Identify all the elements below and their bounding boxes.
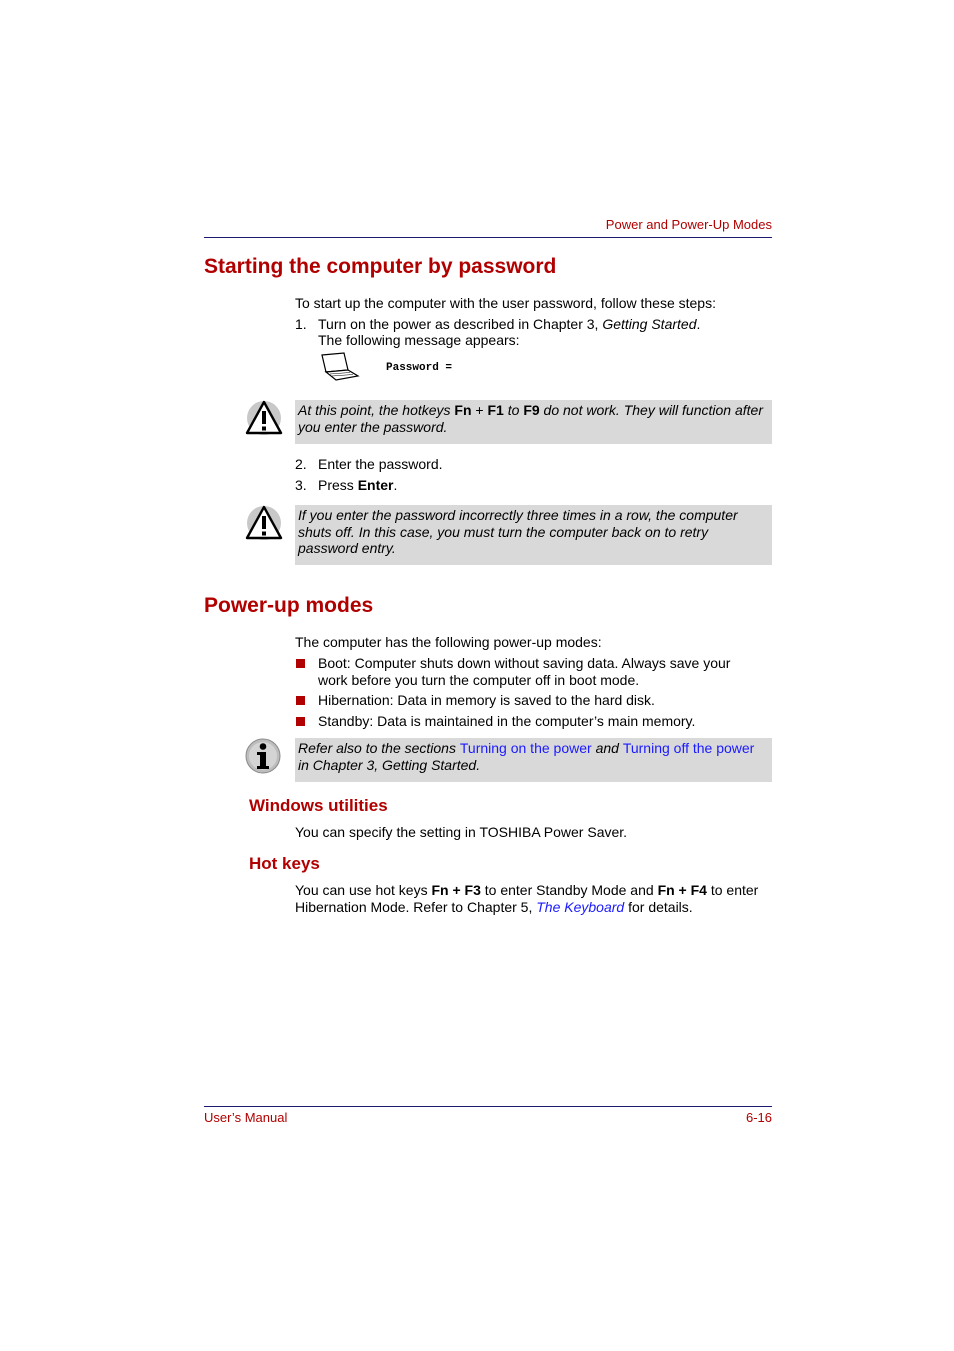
screen-message: Password =: [386, 362, 453, 374]
step-2-text: Enter the password.: [318, 456, 443, 472]
bullet-square-icon: [296, 717, 305, 726]
chapter-ref: Getting Started: [602, 316, 697, 332]
step-number: 3.: [295, 477, 307, 493]
key-fn-f4: Fn + F4: [657, 882, 707, 898]
step-3-text-a: Press: [318, 477, 354, 493]
hot-keys-text-c: to enter: [710, 882, 759, 898]
list-item-line: Boot: Computer shuts down without saving data. Always save your: [318, 655, 731, 671]
info-text-line2: in Chapter 3, Getting Started.: [298, 756, 481, 773]
warning-line: shuts off. In this case, you must turn the computer back on to retry: [298, 523, 709, 540]
hot-keys-text-b: to enter Standby Mode and: [484, 882, 654, 898]
hot-keys-text-d: Hibernation Mode. Refer to Chapter 5,: [295, 898, 533, 915]
info-note-text: [295, 738, 772, 775]
section-title-password: Starting the computer by password: [204, 255, 557, 278]
key-fn: Fn: [454, 402, 472, 418]
link-turning-on-power[interactable]: Turning on the power: [459, 740, 592, 756]
hot-keys-text-a: You can use hot keys: [295, 882, 428, 898]
warning-note-password-text: [295, 505, 772, 559]
key-enter: Enter: [357, 477, 394, 493]
power-up-intro: The computer has the following power-up modes:: [295, 634, 602, 650]
link-the-keyboard[interactable]: The Keyboard: [536, 898, 625, 915]
info-note: [295, 738, 772, 782]
subsection-title-hot-keys: Hot keys: [249, 854, 320, 873]
warning-text-to: to: [507, 402, 520, 418]
step-1-text: [318, 316, 700, 333]
list-item: Standby: Data is maintained in the computer’s main memory.: [318, 713, 696, 729]
key-f1: F1: [487, 402, 504, 418]
step-number: 1.: [295, 316, 307, 332]
list-item-line: work before you turn the computer off in boot mode.: [318, 671, 640, 688]
info-text-and: and: [595, 740, 619, 756]
footer-rule: [204, 1106, 772, 1107]
header-rule: [204, 237, 772, 238]
warning-icon: [245, 504, 283, 547]
warning-line: password entry.: [298, 540, 396, 556]
link-turning-off-power[interactable]: Turning off the power: [622, 740, 755, 756]
page-number: 6-16: [745, 1110, 772, 1125]
windows-utilities-text: You can specify the setting in TOSHIBA Power Saver.: [295, 824, 628, 840]
bullet-square-icon: [296, 696, 305, 705]
step-number: 2.: [295, 456, 307, 472]
warning-note-hotkeys-text: [295, 400, 772, 437]
step-3-period: .: [393, 477, 398, 493]
warning-line: If you enter the password incorrectly three times in a row, the computer: [298, 507, 738, 523]
footer-manual-title: User’s Manual: [204, 1110, 288, 1125]
step-1-line2: The following message appears:: [318, 332, 520, 348]
list-item: Hibernation: Data in memory is saved to the hard disk.: [318, 692, 655, 708]
password-intro: To start up the computer with the user password, follow these steps:: [295, 295, 716, 311]
key-fn-f3: Fn + F3: [431, 882, 481, 898]
step-1-text-a: Turn on the power as described in Chapter 3,: [318, 316, 599, 332]
step-3-text: [318, 477, 397, 494]
subsection-title-windows-utilities: Windows utilities: [249, 796, 388, 815]
list-item: [318, 655, 730, 688]
bullet-square-icon: [296, 659, 305, 668]
key-f9: F9: [523, 402, 540, 418]
warning-text-line2: you enter the password.: [298, 418, 448, 435]
running-head: Power and Power-Up Modes: [605, 217, 772, 232]
hot-keys-text-e: for details.: [628, 898, 693, 915]
laptop-icon: [318, 352, 360, 387]
plus-sign: +: [475, 402, 484, 418]
warning-text-rest: do not work. They will function after: [543, 402, 763, 418]
step-1-period: .: [696, 316, 701, 332]
info-icon: [244, 737, 282, 780]
warning-note-password: [295, 505, 772, 565]
info-text: Refer also to the sections: [298, 740, 456, 756]
warning-text: At this point, the hotkeys: [298, 402, 451, 418]
warning-icon: [245, 399, 283, 442]
section-title-power-up: Power-up modes: [204, 594, 374, 617]
warning-note-hotkeys: [295, 400, 772, 444]
hot-keys-text: [295, 882, 758, 915]
